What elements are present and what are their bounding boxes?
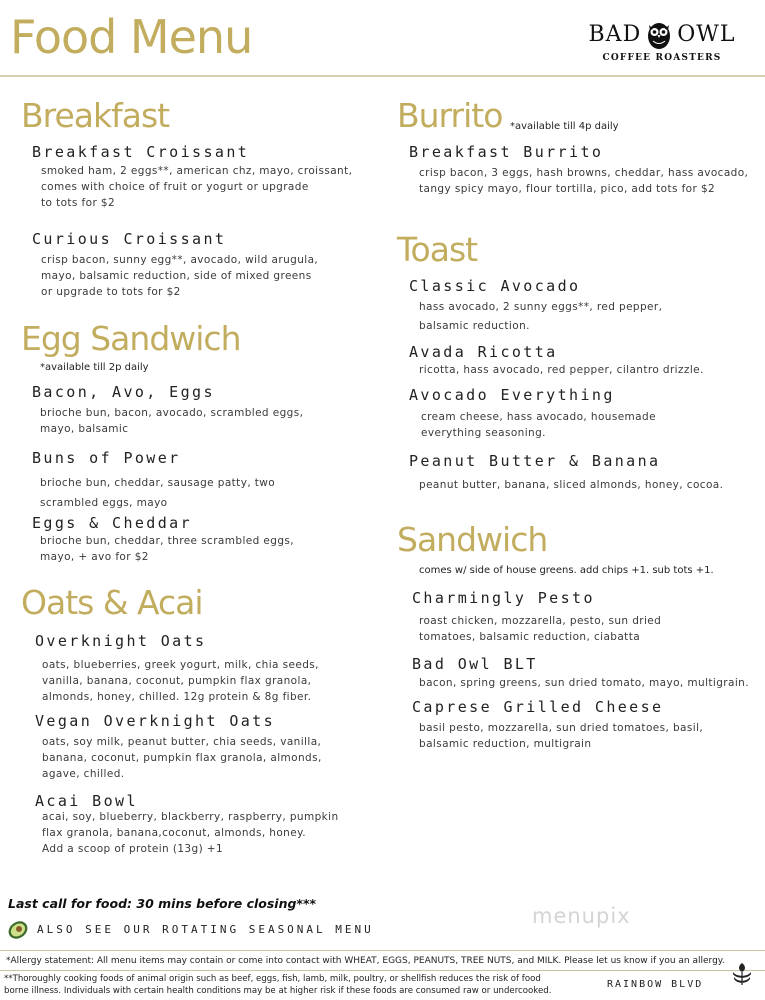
menu-item-name: Bacon, Avo, Eggs	[32, 383, 215, 401]
menu-item-desc	[42, 734, 322, 782]
section-egg-sandwich-note: *available till 2p daily	[40, 362, 149, 373]
desc-line: agave, chilled.	[42, 768, 125, 780]
section-burrito-note: *available till 4p daily	[510, 121, 619, 132]
menu-item-name: Peanut Butter & Banana	[409, 452, 661, 470]
desc-line: banana, coconut, pumpkin flax granola, almonds,	[42, 752, 322, 764]
section-breakfast-title: Breakfast	[21, 96, 170, 135]
location-label: RAINBOW BLVD	[607, 979, 704, 990]
desc-line: balsamic reduction, multigrain	[419, 738, 592, 750]
food-safety-statement	[4, 974, 564, 997]
latte-art-icon	[728, 960, 756, 988]
menu-item-name: Curious Croissant	[32, 230, 227, 248]
desc-line: almonds, honey, chilled. 12g protein & 8g fiber.	[42, 691, 312, 703]
menu-item-desc	[41, 163, 352, 211]
desc-line: crisp bacon, 3 eggs, hash browns, cheddar, hass avocado,	[419, 167, 749, 179]
owl-icon	[645, 20, 673, 50]
page-title: Food Menu	[10, 10, 253, 64]
menu-item-name: Avocado Everything	[409, 386, 615, 404]
footer-divider	[0, 950, 765, 951]
menu-item-desc	[419, 165, 748, 197]
menu-item-desc	[42, 809, 339, 857]
menu-item-desc	[40, 473, 275, 513]
desc-line: brioche bun, cheddar, sausage patty, two	[40, 477, 276, 489]
menu-item-name: Avada Ricotta	[409, 343, 558, 361]
section-oats-title: Oats & Acai	[21, 583, 203, 622]
seasonal-menu-note: ALSO SEE OUR ROTATING SEASONAL MENU	[37, 923, 374, 936]
menu-item-desc	[42, 657, 319, 705]
footer-divider-2	[0, 970, 765, 971]
menu-item-desc	[419, 720, 703, 752]
menu-item-desc	[419, 298, 662, 336]
desc-line: ricotta, hass avocado, red pepper, cilantro drizzle.	[419, 364, 704, 376]
menu-item-name: Classic Avocado	[409, 277, 581, 295]
menu-item-name: Acai Bowl	[35, 792, 138, 810]
menu-item-name: Caprese Grilled Cheese	[412, 698, 664, 716]
desc-line: bacon, spring greens, sun dried tomato, mayo, multigrain.	[419, 677, 749, 689]
section-burrito-title: Burrito	[397, 96, 503, 135]
menu-item-name: Bad Owl BLT	[412, 655, 538, 673]
desc-line: Add a scoop of protein (13g) +1	[42, 843, 224, 855]
menu-item-name: Vegan Overknight Oats	[35, 712, 276, 730]
desc-line: mayo, balsamic	[40, 423, 129, 435]
desc-line: basil pesto, mozzarella, sun dried tomatoes, basil,	[419, 722, 704, 734]
desc-line: vanilla, banana, coconut, pumpkin flax granola,	[42, 675, 312, 687]
menu-item-name: Charmingly Pesto	[412, 589, 595, 607]
desc-line: oats, blueberries, greek yogurt, milk, chia seeds,	[42, 659, 319, 671]
menu-item-desc	[419, 675, 749, 691]
section-sandwich-note: comes w/ side of house greens. add chips +1. sub tots +1.	[419, 565, 714, 576]
desc-line: tangy spicy mayo, flour tortilla, pico, add tots for $2	[419, 183, 716, 195]
desc-line: smoked ham, 2 eggs**, american chz, mayo, croissant,	[41, 165, 353, 177]
menu-item-name: Overknight Oats	[35, 632, 207, 650]
desc-line: balsamic reduction.	[419, 320, 530, 332]
desc-line: brioche bun, bacon, avocado, scrambled eggs,	[40, 407, 304, 419]
menu-item-desc	[419, 613, 661, 645]
desc-line: or upgrade to tots for $2	[41, 286, 181, 298]
menu-item-desc	[421, 409, 656, 441]
food-safety-line: **Thoroughly cooking foods of animal origin such as beef, eggs, fish, lamb, milk, poultry, or shellfish reduces the risk of food	[4, 974, 541, 984]
section-egg-sandwich-title: Egg Sandwich	[21, 319, 241, 358]
brand-name-left: BAD	[588, 22, 642, 47]
desc-line: scrambled eggs, mayo	[40, 497, 168, 509]
desc-line: mayo, + avo for $2	[40, 551, 149, 563]
brand-name-right: OWL	[677, 22, 736, 47]
desc-line: tomatoes, balsamic reduction, ciabatta	[419, 631, 641, 643]
avocado-icon	[6, 918, 30, 942]
allergy-statement: *Allergy statement: All menu items may contain or come into contact with WHEAT, EGGS, PEANUTS, TREE NUTS, and MILK. Please let us know if you an allergy.	[6, 956, 725, 966]
desc-line: cream cheese, hass avocado, housemade	[421, 411, 656, 423]
desc-line: hass avocado, 2 sunny eggs**, red pepper,	[419, 301, 663, 313]
brand-name	[567, 20, 757, 50]
section-toast-title: Toast	[397, 230, 478, 269]
desc-line: mayo, balsamic reduction, side of mixed greens	[41, 270, 312, 282]
brand-logo	[567, 20, 757, 63]
menu-item-desc	[40, 405, 303, 437]
desc-line: everything seasoning.	[421, 427, 546, 439]
desc-line: oats, soy milk, peanut butter, chia seeds, vanilla,	[42, 736, 322, 748]
desc-line: crisp bacon, sunny egg**, avocado, wild arugula,	[41, 254, 319, 266]
watermark: menupix	[532, 904, 631, 928]
section-sandwich-title: Sandwich	[397, 520, 548, 559]
menu-item-desc	[419, 477, 723, 493]
menu-item-name: Buns of Power	[32, 449, 181, 467]
desc-line: peanut butter, banana, sliced almonds, honey, cocoa.	[419, 479, 724, 491]
menu-item-desc	[419, 362, 704, 378]
desc-line: acai, soy, blueberry, blackberry, raspberry, pumpkin	[42, 811, 339, 823]
menu-item-name: Breakfast Burrito	[409, 143, 604, 161]
desc-line: to tots for $2	[41, 197, 116, 209]
desc-line: roast chicken, mozzarella, pesto, sun dried	[419, 615, 662, 627]
desc-line: comes with choice of fruit or yogurt or upgrade	[41, 181, 309, 193]
menu-item-name: Eggs & Cheddar	[32, 514, 193, 532]
header-divider	[0, 75, 765, 77]
menu-item-name: Breakfast Croissant	[32, 143, 250, 161]
food-safety-line: borne illness. Individuals with certain health conditions may be at higher risk if these foods are consumed raw or undercooked.	[4, 985, 552, 996]
menu-item-desc	[41, 252, 318, 300]
last-call-note: Last call for food: 30 mins before closing***	[8, 896, 317, 911]
menu-item-desc	[40, 533, 294, 565]
brand-subtitle: COFFEE ROASTERS	[602, 53, 722, 63]
desc-line: brioche bun, cheddar, three scrambled eggs,	[40, 535, 295, 547]
desc-line: flax granola, banana,coconut, almonds, honey.	[42, 827, 306, 839]
